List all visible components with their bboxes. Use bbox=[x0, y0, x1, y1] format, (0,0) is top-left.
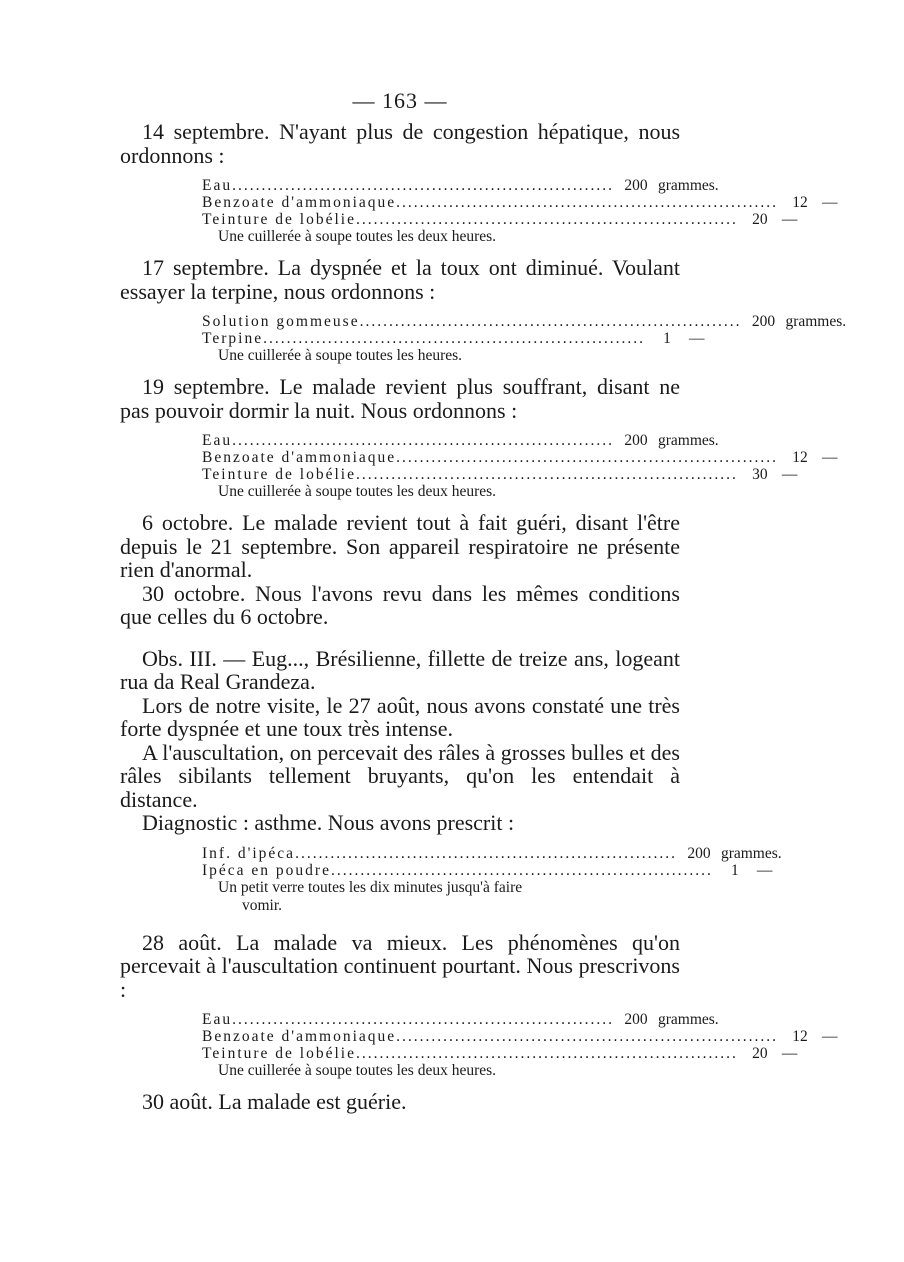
prescription-row bbox=[202, 313, 847, 330]
book-page bbox=[120, 88, 847, 1114]
prescription-row bbox=[202, 211, 798, 228]
dosage-instruction-line: Un petit verre toutes les dix minutes jusqu'à faire bbox=[218, 878, 523, 896]
ingredient-name: Terpine................................................................. bbox=[202, 330, 645, 347]
ingredient-name: Teinture de lobélie................................................................. bbox=[202, 211, 738, 228]
ingredient-quantity: 12 bbox=[792, 194, 808, 211]
ingredient-quantity: 200 bbox=[624, 432, 648, 449]
dosage-instruction: Une cuillerée à soupe toutes les deux heures. bbox=[218, 1062, 497, 1079]
ingredient-quantity: 30 bbox=[752, 466, 768, 483]
prescription-row bbox=[202, 177, 719, 194]
ingredient-unit: — bbox=[756, 861, 773, 879]
ingredient-quantity: 200 bbox=[687, 844, 711, 862]
prescription-1 bbox=[202, 177, 838, 246]
prescription-2 bbox=[202, 313, 847, 365]
observation-heading: Obs. III. — Eug..., Brésilienne, fillette de treize ans, logeant rua da Real Grandeza. bbox=[120, 645, 680, 694]
ingredient-name: Inf. d'ipéca................................................................. bbox=[202, 844, 677, 862]
ingredient-quantity: 200 bbox=[751, 313, 776, 330]
prescription-row bbox=[202, 1028, 838, 1045]
ingredient-quantity: 1 bbox=[730, 861, 739, 879]
ingredient-name: Eau................................................................. bbox=[202, 432, 614, 449]
ingredient-unit: — bbox=[781, 211, 798, 228]
ingredient-name: Solution gommeuse................................................................. bbox=[202, 313, 742, 330]
dosage-instruction-line: vomir. bbox=[242, 896, 283, 914]
ingredient-unit: — bbox=[822, 1028, 838, 1045]
ingredient-quantity: 200 bbox=[624, 177, 648, 194]
prescription-row bbox=[202, 330, 705, 347]
entry-30-aout: 30 août. La malade est guérie. bbox=[142, 1089, 407, 1114]
ingredient-name: Ipéca en poudre................................................................. bbox=[202, 861, 713, 879]
ingredient-quantity: 20 bbox=[752, 211, 768, 228]
prescription-row bbox=[202, 466, 798, 483]
prescription-row bbox=[202, 861, 773, 879]
ingredient-name: Eau................................................................. bbox=[202, 177, 614, 194]
ingredient-unit: grammes. bbox=[657, 432, 719, 449]
dosage-instruction bbox=[218, 879, 598, 915]
prescription-row bbox=[202, 194, 838, 211]
ingredient-unit: — bbox=[822, 449, 838, 466]
page-number: — 163 — bbox=[352, 88, 448, 113]
prescription-row bbox=[202, 1045, 798, 1062]
ingredient-quantity: 200 bbox=[624, 1011, 648, 1028]
ingredient-unit: — bbox=[781, 1045, 798, 1062]
paragraph-auscultation: A l'auscultation, on percevait des râles à grosses bulles et des râles sibilants tellement bruyants, qu'on les entendait à distance. bbox=[120, 739, 680, 812]
prescription-row bbox=[202, 432, 719, 449]
ingredient-unit: grammes. bbox=[657, 1011, 719, 1028]
ingredient-unit: — bbox=[781, 466, 798, 483]
dosage-instruction: Une cuillerée à soupe toutes les deux heures. bbox=[218, 228, 497, 245]
ingredient-name: Benzoate d'ammoniaque................................................................. bbox=[202, 194, 779, 211]
ingredient-quantity: 1 bbox=[663, 330, 671, 347]
entry-6-octobre: 6 octobre. Le malade revient tout à fait guéri, disant l'être depuis le 21 septembre. Son appareil respiratoire ne présente rien d'anormal. bbox=[120, 510, 680, 582]
ingredient-quantity: 12 bbox=[792, 1028, 808, 1045]
paragraph-diagnostic: Diagnostic : asthme. Nous avons prescrit : bbox=[142, 810, 515, 835]
prescription-row bbox=[202, 844, 782, 862]
entry-28-aout: 28 août. La malade va mieux. Les phénomènes qu'on percevait à l'auscultation continuent pourtant. Nous prescrivons : bbox=[120, 929, 680, 1002]
ingredient-name: Benzoate d'ammoniaque................................................................. bbox=[202, 449, 779, 466]
prescription-row bbox=[202, 1011, 719, 1028]
prescription-3 bbox=[202, 432, 838, 501]
entry-19-septembre: 19 septembre. Le malade revient plus souffrant, disant ne pas pouvoir dormir la nuit. Nous ordonnons : bbox=[120, 374, 680, 423]
ingredient-unit: — bbox=[689, 330, 705, 347]
ingredient-unit: grammes. bbox=[720, 844, 782, 862]
ingredient-unit: grammes. bbox=[657, 177, 719, 194]
prescription-5 bbox=[202, 1011, 838, 1080]
dosage-instruction: Une cuillerée à soupe toutes les heures. bbox=[218, 347, 463, 364]
entry-14-septembre: 14 septembre. N'ayant plus de congestion hépatique, nous ordonnons : bbox=[120, 119, 680, 168]
ingredient-name: Teinture de lobélie................................................................. bbox=[202, 466, 738, 483]
ingredient-quantity: 20 bbox=[752, 1045, 768, 1062]
prescription-row bbox=[202, 449, 838, 466]
entry-17-septembre: 17 septembre. La dyspnée et la toux ont diminué. Voulant essayer la terpine, nous ordonnons : bbox=[120, 255, 680, 304]
ingredient-quantity: 12 bbox=[792, 449, 808, 466]
paragraph-visite: Lors de notre visite, le 27 août, nous avons constaté une très forte dyspnée et une toux très intense. bbox=[120, 692, 680, 741]
ingredient-unit: grammes. bbox=[785, 313, 847, 330]
dosage-instruction: Une cuillerée à soupe toutes les deux heures. bbox=[218, 483, 497, 500]
ingredient-name: Eau................................................................. bbox=[202, 1011, 614, 1028]
prescription-4 bbox=[202, 844, 782, 915]
ingredient-name: Benzoate d'ammoniaque................................................................. bbox=[202, 1028, 779, 1045]
ingredient-name: Teinture de lobélie................................................................. bbox=[202, 1045, 738, 1062]
ingredient-unit: — bbox=[822, 194, 838, 211]
entry-30-octobre: 30 octobre. Nous l'avons revu dans les mêmes conditions que celles du 6 octobre. bbox=[120, 580, 680, 629]
